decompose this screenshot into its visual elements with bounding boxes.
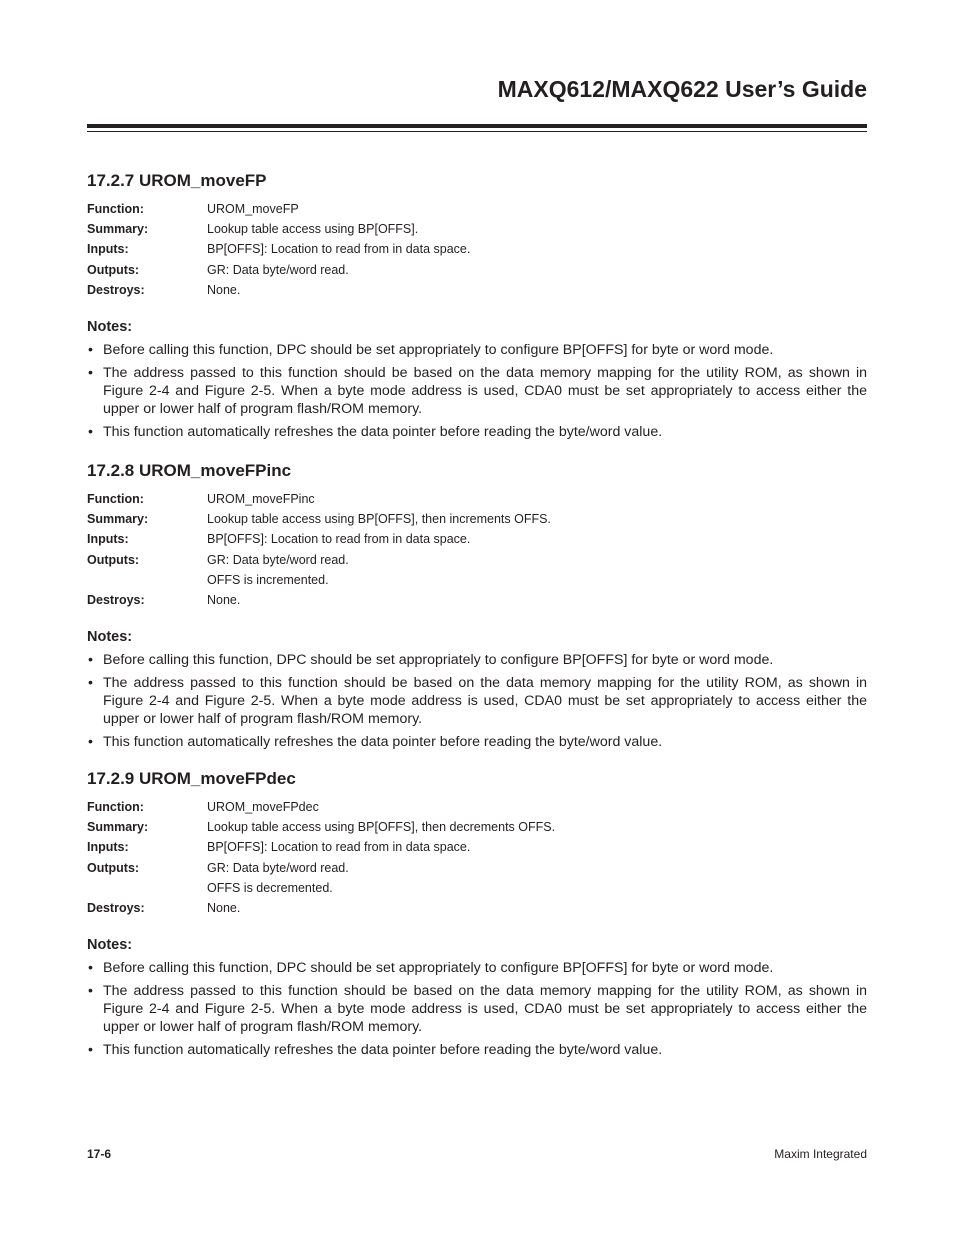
info-value: Lookup table access using BP[OFFS], then decrements OFFS.: [207, 820, 556, 835]
note-text: The address passed to this function should be based on the data memory mapping for the utility ROM, as shown in Figure 2-4 and Figure 2-5. When a byte mode address is used, CDA0 must be set appropriately to access either the upper or lower half of program flash/ROM memory.: [103, 983, 867, 1036]
notes-list: [87, 341, 867, 441]
info-value: GR: Data byte/word read.: [207, 262, 349, 277]
info-key: Inputs:: [87, 532, 129, 547]
note-text: The address passed to this function should be based on the data memory mapping for the utility ROM, as shown in Figure 2-4 and Figure 2-5. When a byte mode address is used, CDA0 must be set appropriately to access either the upper or lower half of program flash/ROM memory.: [103, 675, 867, 728]
info-row: [87, 837, 867, 857]
note-item: [87, 1041, 867, 1059]
info-value: UROM_moveFPdec: [207, 800, 319, 814]
info-value: OFFS is incremented.: [207, 572, 329, 587]
info-key: Inputs:: [87, 840, 129, 855]
section-heading: 17.2.7 UROM_moveFP: [87, 171, 267, 190]
info-key: Summary:: [87, 512, 149, 527]
info-row: [87, 509, 867, 529]
info-row: [87, 797, 867, 817]
bullet-icon: •: [88, 1042, 93, 1059]
note-text: Before calling this function, DPC should be set appropriately to configure BP[OFFS] for byte or word mode.: [103, 341, 774, 358]
info-value: BP[OFFS]: Location to read from in data space.: [207, 242, 471, 257]
info-row: [87, 590, 867, 610]
info-key: Destroys:: [87, 282, 145, 297]
info-value: GR: Data byte/word read.: [207, 860, 349, 875]
note-text: Before calling this function, DPC should be set appropriately to configure BP[OFFS] for byte or word mode.: [103, 960, 774, 977]
section: [87, 170, 867, 446]
bullet-icon: •: [88, 652, 93, 669]
bullet-icon: •: [88, 423, 93, 440]
header-rule-thick: [87, 124, 867, 128]
info-value: Lookup table access using BP[OFFS], then increments OFFS.: [207, 512, 551, 527]
info-key: Inputs:: [87, 242, 129, 257]
note-item: [87, 959, 867, 977]
info-row: [87, 489, 867, 509]
info-row: [87, 529, 867, 549]
info-row: [87, 570, 867, 590]
bullet-icon: •: [88, 341, 93, 358]
notes-list: [87, 651, 867, 751]
bullet-icon: •: [88, 364, 93, 381]
note-item: [87, 651, 867, 669]
info-value: None.: [207, 282, 241, 297]
info-value: BP[OFFS]: Location to read from in data space.: [207, 532, 471, 547]
page-title: MAXQ612/MAXQ622 User’s Guide: [497, 76, 867, 102]
info-key: Function:: [87, 202, 144, 216]
info-key: Destroys:: [87, 592, 145, 607]
note-item: [87, 364, 867, 418]
info-key: Function:: [87, 492, 144, 506]
info-key: Outputs:: [87, 262, 140, 277]
info-key: Destroys:: [87, 900, 145, 915]
note-item: [87, 982, 867, 1036]
info-row: [87, 280, 867, 300]
section-heading: 17.2.9 UROM_moveFPdec: [87, 769, 296, 788]
info-row: [87, 858, 867, 878]
note-item: [87, 341, 867, 359]
info-key: [87, 570, 207, 590]
note-item: [87, 733, 867, 751]
bullet-icon: •: [88, 675, 93, 692]
info-value: GR: Data byte/word read.: [207, 552, 349, 567]
info-value: UROM_moveFP: [207, 202, 299, 216]
company-name: Maxim Integrated: [774, 1147, 867, 1161]
info-value: Lookup table access using BP[OFFS].: [207, 222, 419, 237]
info-row: [87, 878, 867, 898]
info-value: None.: [207, 900, 241, 915]
notes-list: [87, 959, 867, 1059]
info-value: UROM_moveFPinc: [207, 492, 315, 506]
info-value: OFFS is decremented.: [207, 880, 333, 895]
info-row: [87, 219, 867, 239]
notes-heading: Notes:: [87, 318, 133, 335]
note-text: This function automatically refreshes the data pointer before reading the byte/word value.: [103, 1042, 663, 1059]
info-value: None.: [207, 592, 241, 607]
page-number: 17-6: [87, 1147, 112, 1161]
bullet-icon: •: [88, 734, 93, 751]
bullet-icon: •: [88, 983, 93, 1000]
info-key: Summary:: [87, 222, 149, 237]
note-text: This function automatically refreshes the data pointer before reading the byte/word value.: [103, 423, 663, 440]
info-row: [87, 898, 867, 918]
info-row: [87, 260, 867, 280]
header-rule-thin: [87, 131, 867, 132]
info-key: Outputs:: [87, 552, 140, 567]
info-key: [87, 878, 207, 898]
section-heading: 17.2.8 UROM_moveFPinc: [87, 461, 292, 480]
info-value: BP[OFFS]: Location to read from in data space.: [207, 840, 471, 855]
info-row: [87, 550, 867, 570]
function-info-table: [87, 797, 867, 918]
info-row: [87, 817, 867, 837]
notes-heading: Notes:: [87, 629, 133, 646]
info-key: Function:: [87, 800, 144, 814]
bullet-icon: •: [88, 960, 93, 977]
info-row: [87, 199, 867, 219]
note-text: Before calling this function, DPC should be set appropriately to configure BP[OFFS] for byte or word mode.: [103, 652, 774, 669]
note-item: [87, 674, 867, 728]
info-key: Outputs:: [87, 860, 140, 875]
section: [87, 460, 867, 756]
info-row: [87, 239, 867, 259]
section: [87, 768, 867, 1064]
function-info-table: [87, 199, 867, 300]
notes-heading: Notes:: [87, 937, 133, 954]
note-item: [87, 423, 867, 441]
note-text: This function automatically refreshes the data pointer before reading the byte/word value.: [103, 734, 663, 751]
info-key: Summary:: [87, 820, 149, 835]
function-info-table: [87, 489, 867, 610]
note-text: The address passed to this function should be based on the data memory mapping for the utility ROM, as shown in Figure 2-4 and Figure 2-5. When a byte mode address is used, CDA0 must be set appropriately to access either the upper or lower half of program flash/ROM memory.: [103, 364, 867, 417]
